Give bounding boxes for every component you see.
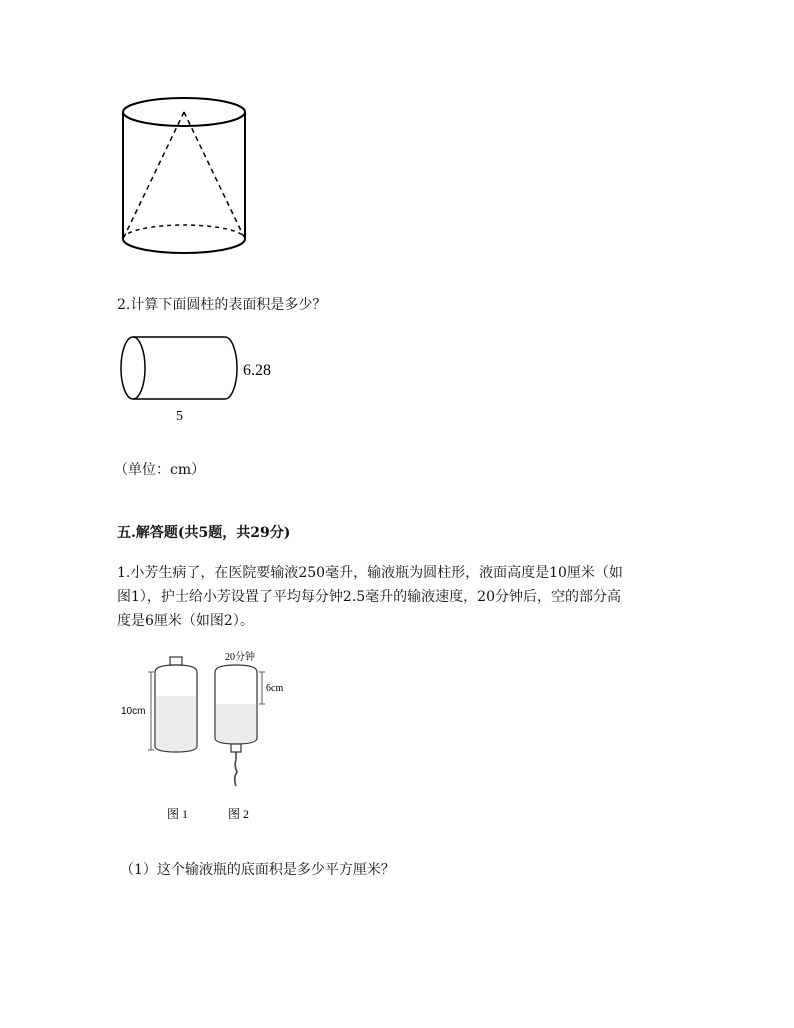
bottle-2 bbox=[215, 665, 265, 786]
height-label: 6.28 bbox=[243, 362, 271, 379]
label-20min: 20分钟 bbox=[225, 652, 255, 663]
label-6cm: 6cm bbox=[266, 683, 284, 694]
problem-1-line-3: 度是6厘米（如图2）。 bbox=[117, 613, 254, 629]
bottle-1-liquid bbox=[156, 696, 196, 751]
unit-note: （单位：cm） bbox=[114, 462, 206, 478]
bottle-2-cap bbox=[231, 744, 241, 752]
label-10cm: 10cm bbox=[121, 706, 146, 717]
problem-1-line-1: 1.小芳生病了，在医院要输液250毫升，输液瓶为圆柱形，液面高度是10厘米（如 bbox=[117, 565, 623, 581]
iv-bottle-figure bbox=[115, 648, 295, 828]
cylinder-cone-figure bbox=[110, 92, 260, 262]
bottle-1 bbox=[148, 657, 197, 752]
bottle-2-liquid bbox=[216, 704, 256, 743]
problem-1-line-2: 图1），护士给小芳设置了平均每分钟2.5毫升的输液速度，20分钟后，空的部分高 bbox=[117, 589, 621, 605]
cylinder-left-face bbox=[121, 337, 145, 399]
caption-figure-2: 图 2 bbox=[228, 807, 250, 821]
iv-tube bbox=[235, 752, 237, 786]
cone-left-edge bbox=[124, 112, 184, 237]
cone-right-edge bbox=[184, 112, 244, 237]
section-title: 五.解答题(共5题，共29分) bbox=[117, 525, 291, 541]
caption-figure-1: 图 1 bbox=[167, 807, 189, 821]
question-2-text: 2.计算下面圆柱的表面积是多少？ bbox=[117, 297, 327, 313]
cylinder-right-face bbox=[225, 337, 237, 399]
sub-question-1: （1）这个输液瓶的底面积是多少平方厘米？ bbox=[120, 862, 395, 878]
problem-1-text bbox=[117, 561, 697, 633]
cylinder-bottom-back bbox=[123, 225, 245, 239]
cylinder-bottom-front bbox=[123, 239, 245, 253]
bottle-1-cap bbox=[170, 657, 182, 665]
horizontal-cylinder-figure bbox=[115, 332, 285, 427]
length-label: 5 bbox=[176, 409, 183, 424]
